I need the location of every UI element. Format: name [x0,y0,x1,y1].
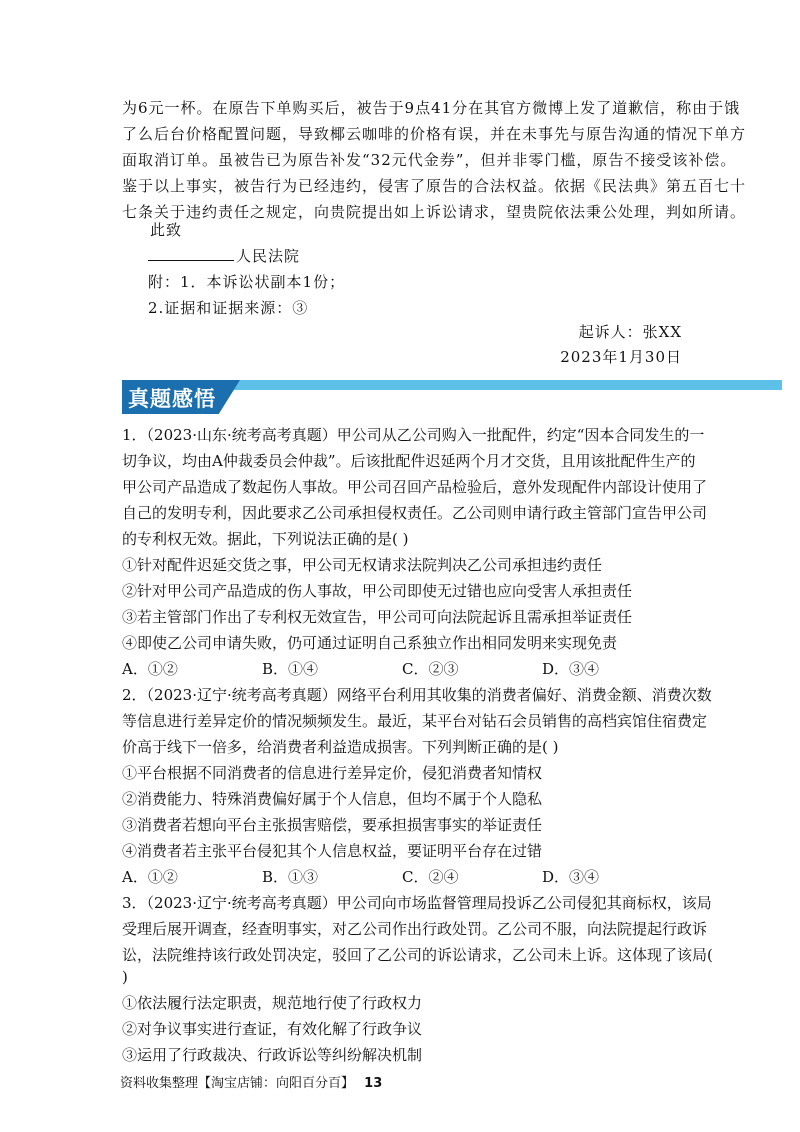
question-3-item: ③运用了行政裁决、行政诉讼等纠纷解决机制 [122,1046,423,1064]
complaint-line: 七条关于违约责任之规定，向贵院提出如上诉讼请求，望贵院依法秉公处理，判如所请。 [122,203,747,221]
date: 2023年1月30日 [560,348,682,366]
question-1-stem: 甲公司产品造成了数起伤人事故。甲公司召回产品检验后，意外发现配件内部设计使用了 [122,478,708,496]
question-2-stem: 等信息进行差异定价的情况频频发生。最近，某平台对钻石会员销售的高档宾馆住宿费定 [122,712,708,730]
question-3-item: ②对争议事实进行查证，有效化解了行政争议 [122,1020,423,1038]
complaint-line: 面取消订单。虽被告已为原告补发“32元代金券”，但并非零门槛，原告不接受该补偿。 [122,151,737,169]
option-a: A．①② [122,660,178,678]
section-banner [122,380,782,414]
complaint-line: 了么后台价格配置问题，导致椰云咖啡的价格有误，并在未事先与原告沟通的情况下单方 [122,125,747,143]
question-2-item: ④消费者若主张平台侵犯其个人信息权益，要证明平台存在过错 [122,842,543,860]
question-1-item: ②针对甲公司产品造成的伤人事故，甲公司即使无过错也应向受害人承担责任 [122,582,633,600]
question-1-item: ④即使乙公司申请失败，仍可通过证明自己系独立作出相同发明来实现免责 [122,634,618,652]
question-1-stem: 切争议，均由A仲裁委员会仲裁”。后该批配件迟延两个月才交货，且用该批配件生产的 [122,452,696,470]
option-b: B．①③ [262,868,319,886]
option-d: D．③④ [542,868,600,886]
banner-stripe [232,380,782,390]
attachment-1: 附：1．本诉讼状副本1份； [148,273,346,291]
question-3-stem: 讼，法院维持该行政处罚决定，驳回了乙公司的诉讼请求，乙公司未上诉。这体现了该局( [122,946,713,964]
page-number: 13 [364,1076,383,1091]
question-3-item: ①依法履行法定职责，规范地行使了行政权力 [122,994,423,1012]
page-footer [120,1072,382,1091]
option-c: C．②④ [402,868,459,886]
question-1-stem: 的专利权无效。据此，下列说法正确的是( ) [122,530,409,548]
plaintiff: 起诉人：张XX [578,323,682,341]
question-2-item: ②消费能力、特殊消费偏好属于个人信息，但均不属于个人隐私 [122,790,543,808]
court-line [148,246,300,266]
option-d: D．③④ [542,660,600,678]
option-b: B．①④ [262,660,319,678]
question-1-item: ①针对配件迟延交货之事，甲公司无权请求法院判决乙公司承担违约责任 [122,556,603,574]
question-2-item: ③消费者若想向平台主张损害赔偿，要承担损害事实的举证责任 [122,816,543,834]
question-3-stem: 3．（2023·辽宁·统考高考真题）甲公司向市场监督管理局投诉乙公司侵犯其商标权，该局 [122,894,712,912]
question-1-stem: 1．（2023·山东·统考高考真题）甲公司从乙公司购入一批配件，约定“因本合同发生的一 [122,426,705,444]
question-2-item: ①平台根据不同消费者的信息进行差异定价，侵犯消费者知情权 [122,764,543,782]
closing: 此致 [150,221,183,239]
option-c: C．②③ [402,660,459,678]
question-3-stem: ) [122,968,128,986]
footer-text: 资料收集整理【淘宝店铺：向阳百分百】 [120,1076,355,1091]
option-a: A．①② [122,868,178,886]
question-3-stem: 受理后展开调查，经查明事实，对乙公司作出行政处罚。乙公司不服，向法院提起行政诉 [122,920,708,938]
question-1-stem: 自己的发明专利，因此要求乙公司承担侵权责任。乙公司则申请行政主管部门宣告甲公司 [122,504,708,522]
question-2-stem: 2．（2023·辽宁·统考高考真题）网络平台利用其收集的消费者偏好、消费金额、消费次数 [122,686,712,704]
question-2-stem: 价高于线下一倍多，给消费者利益造成损害。下列判断正确的是( ) [122,738,559,756]
court-blank [148,246,234,261]
court-label: 人民法院 [236,247,301,265]
attachment-2: 2.证据和证据来源：③ [148,299,309,317]
question-1-item: ③若主管部门作出了专利权无效宣告，甲公司可向法院起诉且需承担举证责任 [122,608,633,626]
section-title: 真题感悟 [128,387,216,411]
complaint-line: 为6元一杯。在原告下单购买后，被告于9点41分在其官方微博上发了道歉信，称由于饿 [122,99,741,117]
complaint-line: 鉴于以上事实，被告行为已经违约，侵害了原告的合法权益。依据《民法典》第五百七十 [122,177,747,195]
